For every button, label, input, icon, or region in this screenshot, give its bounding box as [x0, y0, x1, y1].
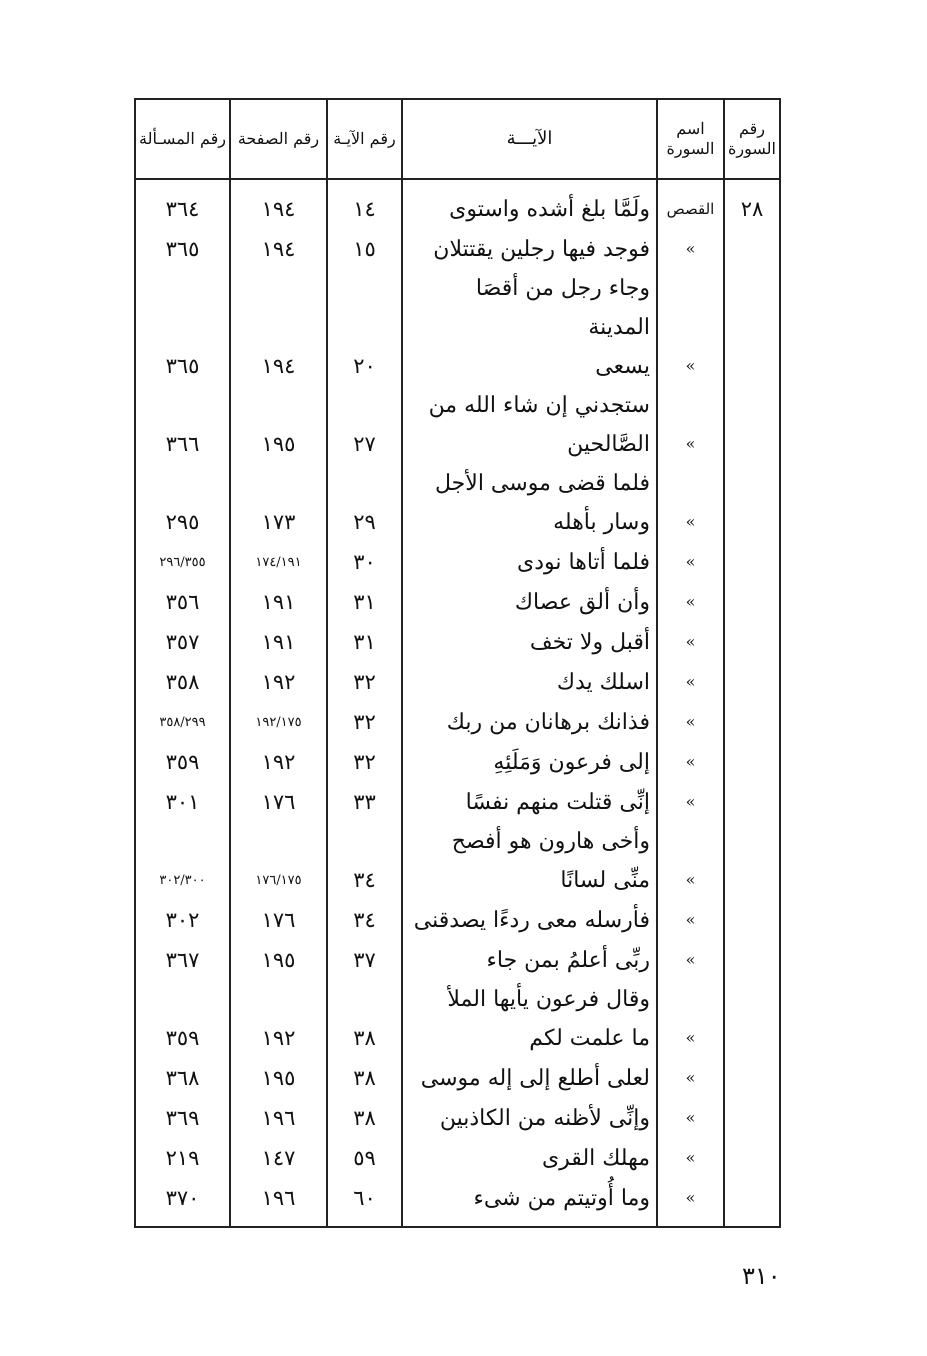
ayah-number: ٣٣ — [327, 782, 402, 822]
ayah-number: ٣٢ — [327, 662, 402, 702]
page-ref: ١٩٤ — [230, 229, 327, 269]
ayah-text — [402, 229, 657, 269]
ayah-number: ٢٧ — [327, 386, 402, 464]
ditto-mark: » — [685, 792, 696, 811]
ayah-text — [402, 386, 657, 464]
ayah-number: ٢٠ — [327, 269, 402, 386]
issue-ref: ٣٥٦ — [135, 582, 230, 622]
ayah-number: ٣٢ — [327, 702, 402, 742]
issue-ref: ٣٦٨ — [135, 1058, 230, 1098]
page-ref: ١٩١ — [230, 582, 327, 622]
issue-ref: ٣٥٩ — [135, 980, 230, 1058]
table-row — [135, 742, 780, 782]
page-ref: ١٩٢ — [230, 742, 327, 782]
surah-name-ditto — [657, 622, 724, 662]
ditto-mark: » — [685, 870, 696, 889]
page-ref: ١٩٢ — [230, 980, 327, 1058]
table-row — [135, 900, 780, 940]
ayah-line: فلما أتاها نودى — [517, 550, 650, 575]
issue-ref: ٣٦٤ — [135, 179, 230, 229]
ayah-text — [402, 980, 657, 1058]
surah-name-ditto — [657, 980, 724, 1058]
surah-name: القصص — [657, 179, 724, 229]
ayah-line: فذانك برهانان من ربك — [446, 710, 650, 735]
header-surah-number: رقم السورة — [724, 99, 780, 179]
issue-ref: ٣٥٨ — [135, 662, 230, 702]
header-issue-number: رقم المسـألة — [135, 99, 230, 179]
table-row — [135, 542, 780, 582]
ditto-mark: » — [685, 752, 696, 771]
ayah-number: ٣٤ — [327, 822, 402, 900]
page-ref: ١٩٦ — [230, 1178, 327, 1227]
ditto-mark: » — [685, 1028, 696, 1047]
header-ayah-number: رقم الآيـة — [327, 99, 402, 179]
issue-ref: ٢٩٦/٣٥٥ — [135, 542, 230, 582]
surah-name-ditto — [657, 582, 724, 622]
ditto-mark: » — [685, 512, 696, 531]
ayah-line: وقال فرعون يأيها الملأ — [447, 987, 650, 1012]
ayah-number: ٣٤ — [327, 900, 402, 940]
page-ref: ١٩٢ — [230, 662, 327, 702]
surah-name-ditto — [657, 900, 724, 940]
ayah-number: ١٥ — [327, 229, 402, 269]
table-row — [135, 1138, 780, 1178]
ditto-mark: » — [685, 1108, 696, 1127]
surah-name-ditto — [657, 229, 724, 269]
surah-name-ditto — [657, 822, 724, 900]
ayah-number: ٢٩ — [327, 464, 402, 542]
page-ref: ١٩٥ — [230, 386, 327, 464]
ayah-number: ٣٨ — [327, 1098, 402, 1138]
ditto-mark: » — [685, 1068, 696, 1087]
page-ref: ١٩٤ — [230, 269, 327, 386]
table-row — [135, 1098, 780, 1138]
ayah-text — [402, 1098, 657, 1138]
ayah-line: إلى فرعون وَمَلَئِهِ — [493, 750, 650, 775]
surah-name-ditto — [657, 1058, 724, 1098]
ayah-line: ستجدني إن شاء الله من — [428, 393, 650, 418]
surah-name-ditto — [657, 269, 724, 386]
issue-ref: ٣٠٢ — [135, 900, 230, 940]
surah-name-ditto — [657, 386, 724, 464]
ayah-text — [402, 464, 657, 542]
ayah-line-continued: الصَّالحين — [567, 432, 650, 457]
page-ref: ١٧٦ — [230, 900, 327, 940]
issue-ref: ٣٦٩ — [135, 1098, 230, 1138]
ayah-text — [402, 542, 657, 582]
ayah-text — [402, 582, 657, 622]
ayah-text — [402, 900, 657, 940]
issue-ref: ٢٩٥ — [135, 464, 230, 542]
ayah-line: ربِّى أعلمُ بمن جاء — [486, 948, 650, 973]
ayah-text — [402, 662, 657, 702]
ditto-mark: » — [685, 592, 696, 611]
page-ref: ١٩٦ — [230, 1098, 327, 1138]
ayah-line: ولَمَّا بلغ أشده واستوى — [449, 197, 650, 222]
issue-ref: ٣٧٠ — [135, 1178, 230, 1227]
header-row — [135, 99, 780, 179]
ditto-mark: » — [685, 712, 696, 731]
ayah-line: اسلك يدك — [556, 670, 650, 695]
ayah-line: وجاء رجل من أقصَا المدينة — [475, 276, 650, 340]
ditto-mark: » — [685, 1188, 696, 1207]
issue-ref: ٣٥٩ — [135, 742, 230, 782]
table-row — [135, 702, 780, 742]
table-row — [135, 782, 780, 822]
ayah-number: ١٤ — [327, 179, 402, 229]
issue-ref: ٢١٩ — [135, 1138, 230, 1178]
table-row — [135, 179, 780, 229]
issue-ref: ٣٥٧ — [135, 622, 230, 662]
header-page-number: رقم الصفحة — [230, 99, 327, 179]
ayah-line: وأخى هارون هو أفصح — [451, 829, 650, 854]
ditto-mark: » — [685, 552, 696, 571]
ayah-line: إنِّى قتلت منهم نفسًا — [465, 790, 650, 815]
issue-ref: ٣٦٦ — [135, 386, 230, 464]
ayah-text — [402, 1138, 657, 1178]
ayah-line: لعلى أطلع إلى إله موسى — [420, 1066, 650, 1091]
ayah-text — [402, 179, 657, 229]
table-body — [135, 179, 780, 1227]
surah-name-ditto — [657, 940, 724, 980]
ayah-number: ٣١ — [327, 582, 402, 622]
surah-name-ditto — [657, 742, 724, 782]
ditto-mark: » — [685, 356, 696, 375]
ayah-line: وأن ألق عصاك — [514, 590, 650, 615]
surah-name-ditto — [657, 1178, 724, 1227]
ayah-line: أقبل ولا تخف — [529, 630, 650, 655]
issue-ref: ٣٦٧ — [135, 940, 230, 980]
table-row — [135, 622, 780, 662]
ditto-mark: » — [685, 434, 696, 453]
page-number: ٣١٠ — [742, 1262, 781, 1290]
ayah-index-table — [134, 98, 781, 1228]
ayah-line: وما أُوتيتم من شىء — [473, 1186, 650, 1211]
ayah-number: ٣٨ — [327, 980, 402, 1058]
header-surah-name: اسم السورة — [657, 99, 724, 179]
page-ref: ١٩١ — [230, 622, 327, 662]
ditto-mark: » — [685, 950, 696, 969]
ayah-text — [402, 269, 657, 386]
ayah-number: ٣٨ — [327, 1058, 402, 1098]
issue-ref: ٣٥٨/٢٩٩ — [135, 702, 230, 742]
ayah-text — [402, 702, 657, 742]
surah-name-ditto — [657, 1138, 724, 1178]
ayah-text — [402, 822, 657, 900]
ayah-number: ٣١ — [327, 622, 402, 662]
ditto-mark: » — [685, 672, 696, 691]
table-row — [135, 940, 780, 980]
surah-name-ditto — [657, 542, 724, 582]
issue-ref: ٣٠٢/٣٠٠ — [135, 822, 230, 900]
table-row — [135, 269, 780, 386]
page-ref: ١٧٤/١٩١ — [230, 542, 327, 582]
ayah-line: فأرسله معى ردءًا يصدقنى — [413, 908, 650, 933]
surah-name-ditto — [657, 782, 724, 822]
page-ref: ١٩٥ — [230, 940, 327, 980]
ditto-mark: » — [685, 910, 696, 929]
ayah-text — [402, 1058, 657, 1098]
header-ayah: الآيـــة — [402, 99, 657, 179]
table-row — [135, 464, 780, 542]
page-ref: ١٧٣ — [230, 464, 327, 542]
ayah-line: فلما قضى موسى الأجل — [435, 471, 650, 496]
table-row — [135, 662, 780, 702]
page-ref: ١٩٥ — [230, 1058, 327, 1098]
surah-name-ditto — [657, 1098, 724, 1138]
issue-ref: ٣٦٥ — [135, 229, 230, 269]
surah-name-ditto — [657, 662, 724, 702]
ayah-text — [402, 940, 657, 980]
ayah-line-continued: ما علمت لكم — [529, 1026, 650, 1051]
ayah-number: ٦٠ — [327, 1178, 402, 1227]
issue-ref: ٣٠١ — [135, 782, 230, 822]
table-row — [135, 229, 780, 269]
ayah-number: ٣٢ — [327, 742, 402, 782]
ayah-number: ٣٧ — [327, 940, 402, 980]
ayah-text — [402, 622, 657, 662]
ayah-text — [402, 782, 657, 822]
page-ref: ١٩٢/١٧٥ — [230, 702, 327, 742]
surah-name-ditto — [657, 464, 724, 542]
ayah-number: ٥٩ — [327, 1138, 402, 1178]
ayah-line: مهلك القرى — [541, 1146, 650, 1171]
table-row — [135, 582, 780, 622]
page-ref: ١٧٦ — [230, 782, 327, 822]
table-row — [135, 386, 780, 464]
ayah-line-continued: وسار بأهله — [553, 510, 650, 535]
ayah-line-continued: يسعى — [595, 354, 650, 379]
ditto-mark: » — [685, 1148, 696, 1167]
ayah-line: وإنِّى لأظنه من الكاذبين — [439, 1106, 650, 1131]
ayah-text — [402, 742, 657, 782]
page-ref: ١٩٤ — [230, 179, 327, 229]
ditto-mark: » — [685, 632, 696, 651]
table-row — [135, 980, 780, 1058]
ayah-number: ٣٠ — [327, 542, 402, 582]
issue-ref: ٣٦٥ — [135, 269, 230, 386]
ayah-text — [402, 1178, 657, 1227]
surah-name-ditto — [657, 702, 724, 742]
ditto-mark: » — [685, 239, 696, 258]
table-row — [135, 1178, 780, 1227]
ayah-line-continued: منِّى لسانًا — [560, 868, 650, 893]
page-ref: ١٧٦/١٧٥ — [230, 822, 327, 900]
table-row — [135, 1058, 780, 1098]
surah-number: ٢٨ — [724, 179, 780, 1227]
ayah-line: فوجد فيها رجلين يقتتلان — [433, 237, 650, 262]
table-row — [135, 822, 780, 900]
page-ref: ١٤٧ — [230, 1138, 327, 1178]
